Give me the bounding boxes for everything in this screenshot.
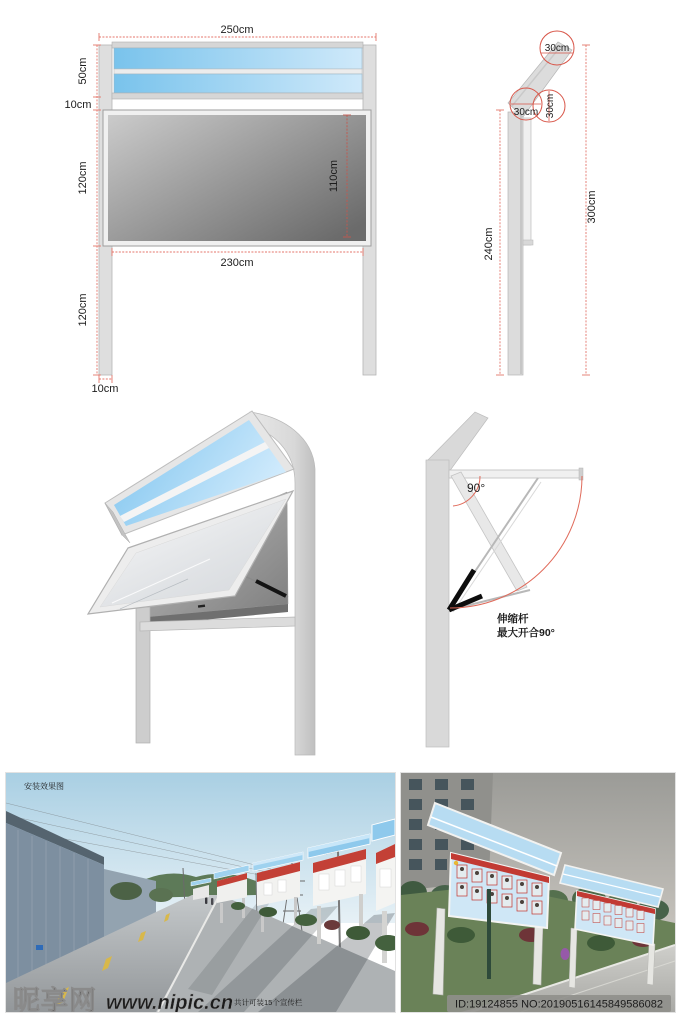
dim-label-cap-length: 30cm — [544, 43, 570, 54]
dim-label-board-height: 120cm — [77, 161, 89, 195]
dim-label-total-height: 300cm — [586, 190, 598, 224]
dim-label-bend-upper: 30cm — [513, 107, 539, 118]
photo-installed-boards — [400, 772, 676, 1013]
dim-label-top-width: 250cm — [220, 24, 254, 36]
photo-street-installation — [5, 772, 396, 1013]
pedestrian — [211, 898, 213, 905]
road-sign — [36, 945, 43, 950]
side-view-diagram — [440, 22, 640, 394]
dim-label-bend-lower: 30cm — [545, 93, 556, 119]
watermark-brand: 昵享网 — [13, 986, 97, 1012]
lamp-pole — [487, 889, 491, 979]
photo-id-text: ID:19124855 NO:20190516145849586082 — [455, 998, 663, 1011]
dim-label-post-height: 240cm — [483, 227, 495, 261]
opening-angle-diagram — [410, 400, 650, 760]
note-line2: 最大开合90° — [497, 627, 555, 639]
angle-label: 90° — [467, 481, 486, 495]
dim-label-inner-width: 230cm — [220, 257, 254, 269]
door-mid-swing — [451, 472, 527, 591]
note-line1: 伸缩杆 — [497, 613, 529, 625]
dim-label-inner-height: 110cm — [328, 159, 340, 193]
door-open-horizontal — [449, 470, 582, 478]
dim-line-leg-width — [99, 375, 112, 383]
perspective-view-diagram — [60, 395, 370, 757]
watermark-note: 共计可装15个宣传栏 — [234, 998, 303, 1007]
dim-line-inner-width — [112, 248, 363, 256]
side-board-edge — [523, 118, 531, 245]
glass-divider-rail — [114, 69, 362, 74]
header-top-rail — [112, 42, 363, 48]
front-view-diagram — [60, 22, 400, 394]
dim-label-leg-height: 120cm — [77, 293, 89, 327]
header-bottom-rail — [112, 93, 363, 99]
angle-post — [426, 460, 449, 747]
photo-caption: 安装效果图 — [24, 782, 64, 791]
dim-label-header-gap: 10cm — [64, 99, 92, 111]
purple-ornament — [561, 948, 570, 960]
glass-strip-upper — [114, 48, 362, 69]
dim-label-leg-width: 10cm — [91, 383, 119, 394]
pedestrian — [205, 897, 207, 904]
dim-label-header-height: 50cm — [77, 57, 89, 85]
glass-strip-lower — [114, 74, 362, 93]
watermark-url: www.nipic.cn — [106, 992, 234, 1012]
dim-line-post-height — [496, 110, 504, 375]
